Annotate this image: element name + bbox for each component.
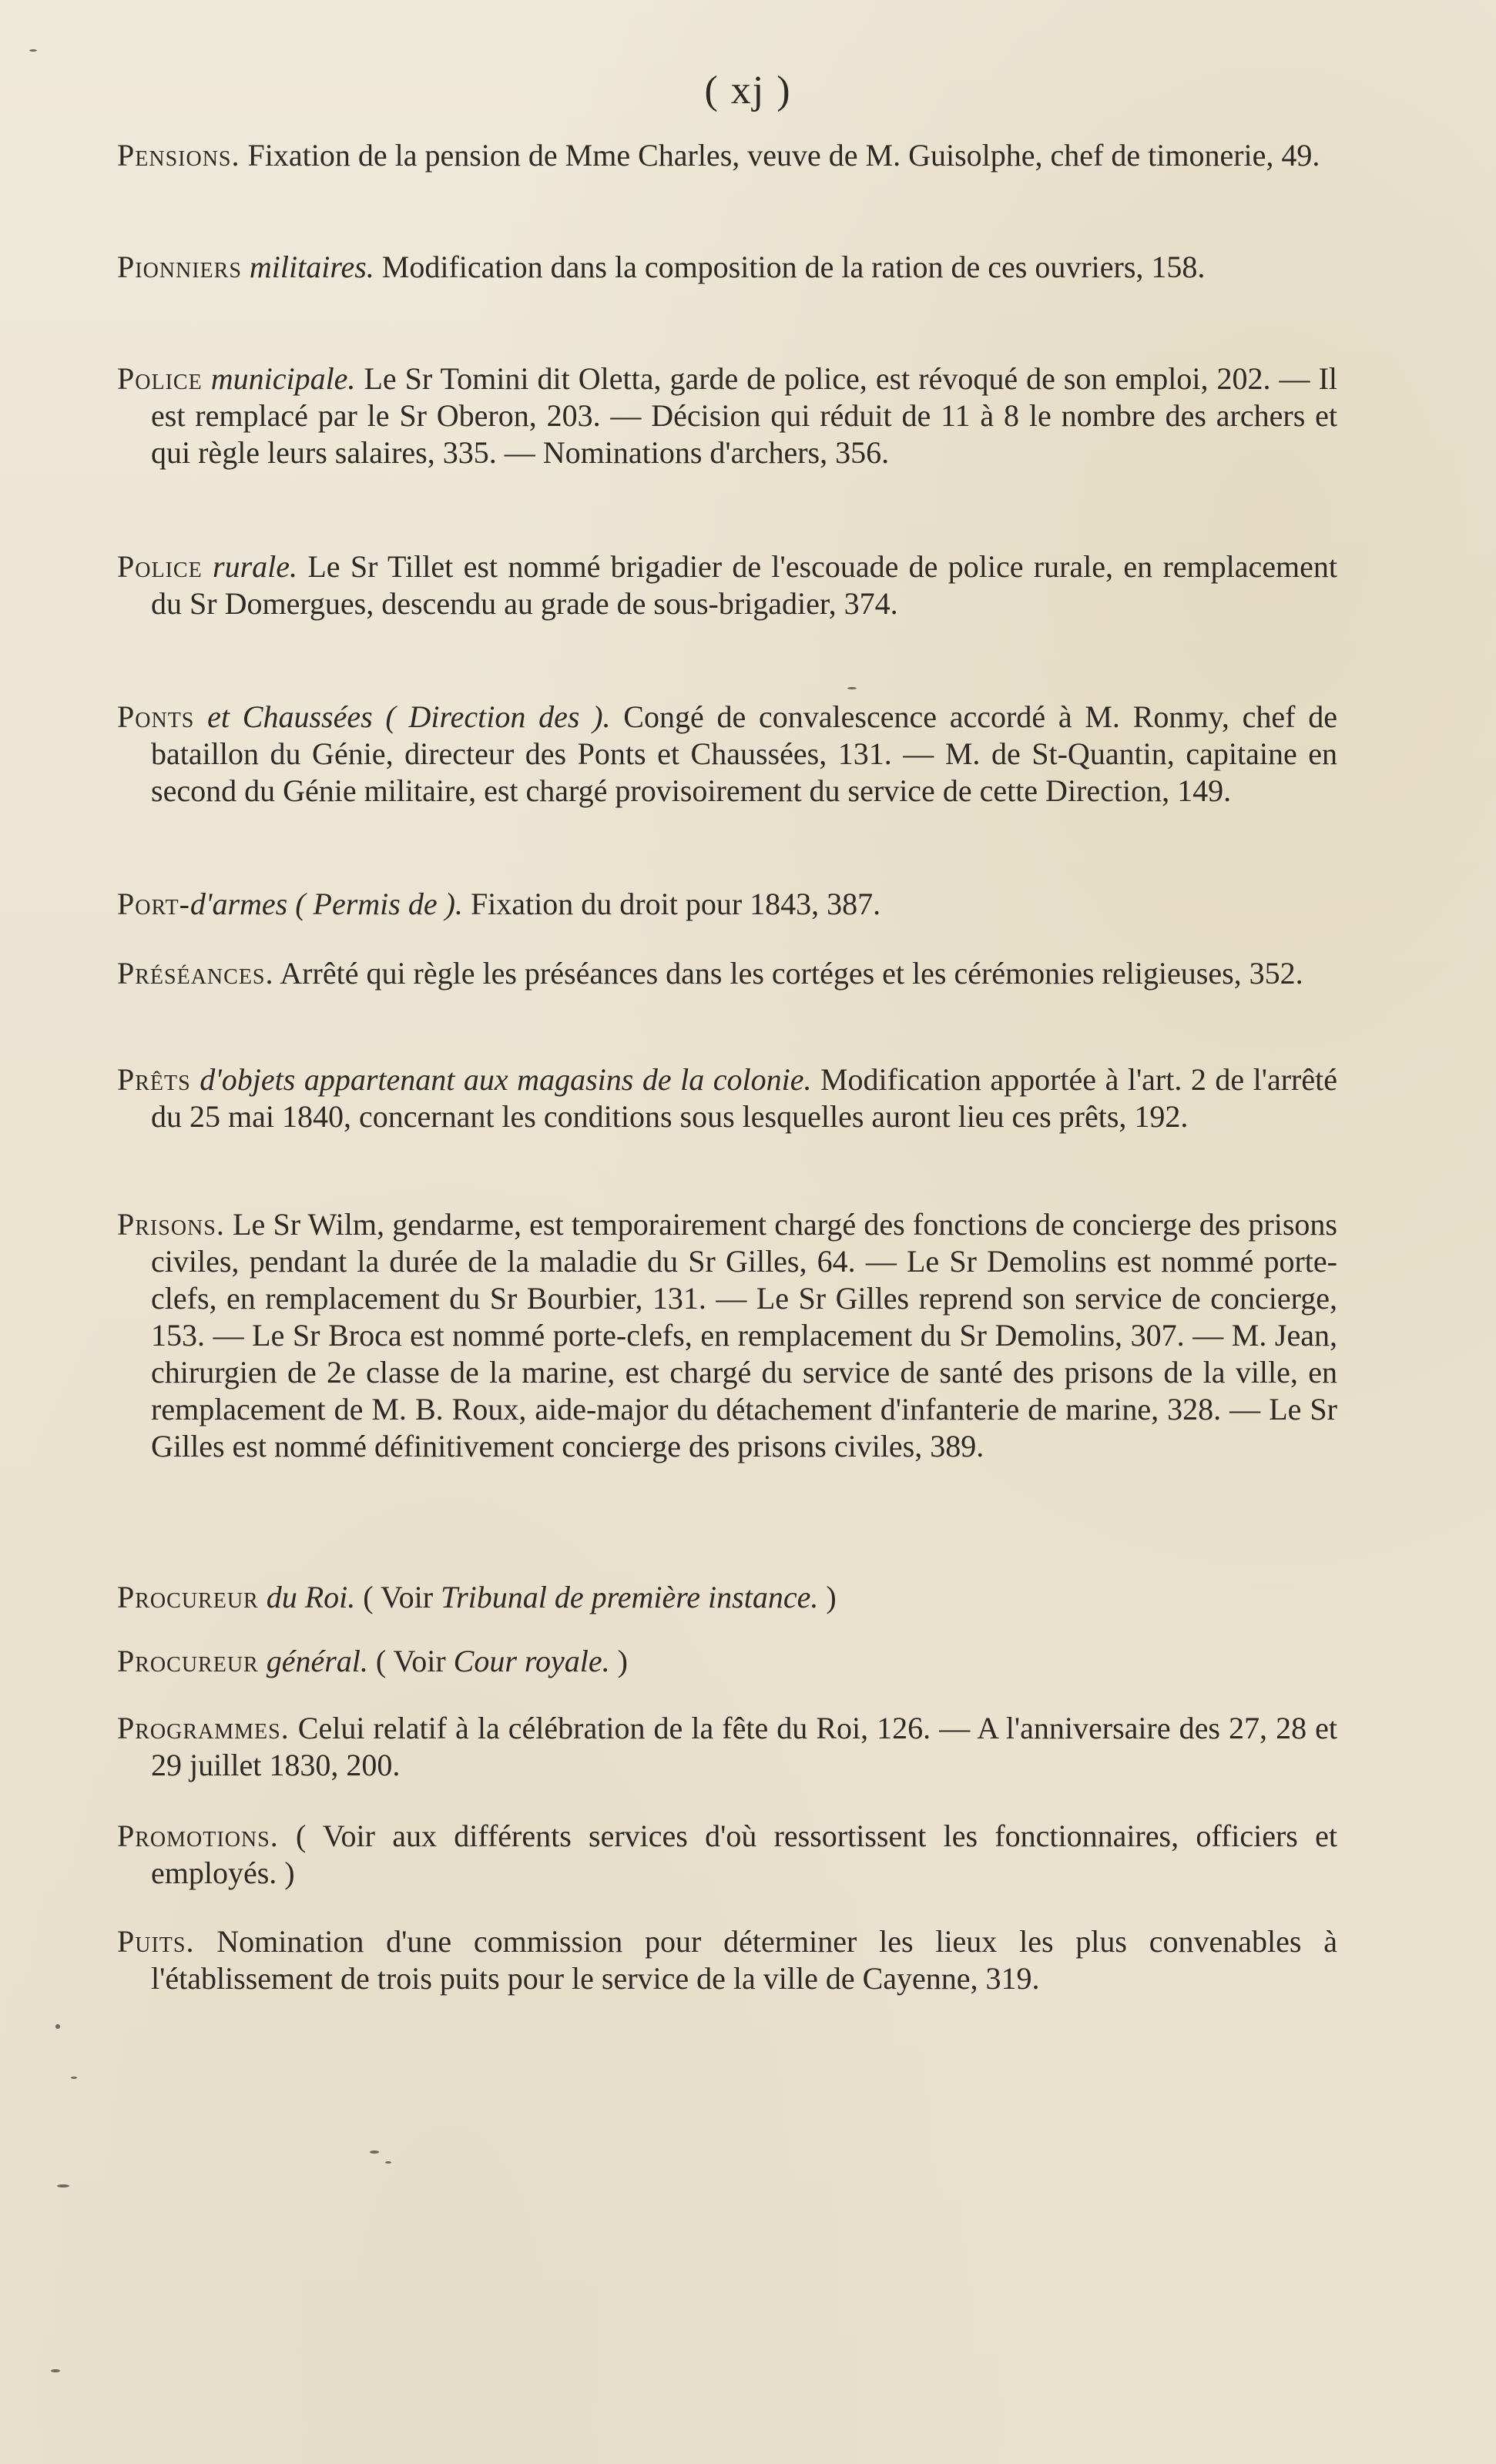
entry-text: Le Sr Tomini dit Oletta, garde de police, est révoqué de son emploi, 202. — Il est remplacé par le Sr Oberon, 203. — Décision qui réduit de 11 à 8 le nombre des archers et qui règle leurs salaires, 335. — Nominations d'archers, 356. [151, 361, 1337, 470]
entry-head: Pensions. [117, 138, 240, 173]
entry-reference: Cour royale. [453, 1644, 610, 1678]
entry-head: Port- [117, 887, 190, 921]
paper-speck [51, 2369, 60, 2372]
entry-reference: Tribunal de première instance. [441, 1580, 819, 1614]
index-entry-pionniers [117, 249, 1337, 286]
entry-qualifier: d'objets appartenant aux magasins de la colonie. [190, 1062, 812, 1097]
paper-speck [57, 2184, 69, 2187]
entry-qualifier: et Chaussées ( Direction des ). [194, 699, 611, 734]
entry-text: Nomination d'une commission pour déterminer les lieux les plus convenables à l'établissement de trois puits pour le service de la ville de Cayenne, 319. [151, 1924, 1337, 1996]
entry-qualifier: d'armes ( Permis de ). [190, 887, 463, 921]
entry-text: Le Sr Wilm, gendarme, est temporairement chargé des fonctions de concierge des prisons civiles, pendant la durée de la maladie du Sr Gilles, 64. — Le Sr Demolins est nommé porte-clefs, en remplacement du Sr Bourbier, 131. — Le Sr Gilles reprend son service de concierge, 153. — Le Sr Broca est nommé porte-clefs, en remplacement du Sr Demolins, 307. — M. Jean, chirurgien de 2e classe de la marine, est chargé du service de santé des prisons de la ville, en remplacement de M. B. Roux, aide-major du détachement d'infanterie de marine, 328. — Le Sr Gilles est nommé définitivement concierge des prisons civiles, 389. [151, 1207, 1337, 1463]
entry-text: Modification dans la composition de la ration de ces ouvriers, 158. [374, 250, 1206, 284]
index-entry-police-municipale [117, 360, 1337, 471]
index-entry-puits [117, 1923, 1337, 1997]
entry-text-end: ) [609, 1644, 628, 1678]
index-entry-police-rurale [117, 548, 1337, 622]
index-entry-preseances [117, 955, 1337, 992]
entry-head: Puits. [117, 1924, 195, 1959]
entry-head: Procureur [117, 1580, 259, 1614]
index-entry-port-d-armes [117, 886, 1337, 923]
index-entry-prisons [117, 1206, 1337, 1465]
entry-text: Fixation du droit pour 1843, 387. [462, 887, 881, 921]
index-entry-pensions [117, 137, 1337, 174]
paper-speck [55, 2024, 60, 2029]
index-entry-programmes [117, 1710, 1337, 1784]
index-entry-ponts-chaussees [117, 699, 1337, 810]
entry-head: Police [117, 361, 203, 396]
entry-head: Préséances. [117, 956, 274, 991]
page-number: ( xj ) [704, 69, 792, 112]
paper-speck [370, 2151, 379, 2154]
entry-head: Prisons. [117, 1207, 225, 1242]
paper-speck [847, 687, 857, 689]
entry-head: Police [117, 549, 203, 584]
index-entry-promotions [117, 1818, 1337, 1892]
entry-text: Arrêté qui règle les préséances dans les cortéges et les cérémonies religieuses, 352. [273, 956, 1303, 991]
entry-head: Procureur [117, 1644, 259, 1678]
entry-text: ( Voir [355, 1580, 441, 1614]
entry-qualifier: rurale. [202, 549, 298, 584]
index-entry-prets [117, 1061, 1337, 1135]
paper-speck [29, 49, 37, 52]
entry-text: Le Sr Tillet est nommé brigadier de l'escouade de police rurale, en remplacement du Sr Domergues, descendu au grade de sous-brigadier, 374. [151, 549, 1337, 621]
entry-head: Promotions. [117, 1819, 279, 1853]
entry-head: Pionniers [117, 250, 242, 284]
paper-speck [71, 2077, 77, 2079]
entry-text: Fixation de la pension de Mme Charles, veuve de M. Guisolphe, chef de timonerie, 49. [240, 138, 1320, 173]
entry-qualifier: municipale. [202, 361, 356, 396]
entry-text: ( Voir aux différents services d'où ressortissent les fonctionnaires, officiers et employés. ) [151, 1819, 1337, 1890]
entry-text: Celui relatif à la célébration de la fête du Roi, 126. — A l'anniversaire des 27, 28 et 29 juillet 1830, 200. [151, 1711, 1337, 1782]
entry-text: Congé de convalescence accordé à M. Ronmy, chef de bataillon du Génie, directeur des Ponts et Chaussées, 131. — M. de St-Quantin, capitaine en second du Génie militaire, est chargé provisoirement du service de cette Direction, 149. [151, 699, 1338, 808]
entry-text: ( Voir [367, 1644, 454, 1678]
entry-qualifier: militaires. [241, 250, 374, 284]
entry-text-end: ) [818, 1580, 837, 1614]
index-entry-procureur-du-roi [117, 1579, 1337, 1616]
index-entry-procureur-general [117, 1643, 1337, 1680]
entry-head: Programmes. [117, 1711, 290, 1745]
entry-qualifier: général. [258, 1644, 368, 1678]
entry-qualifier: du Roi. [258, 1580, 356, 1614]
entry-text: Modification apportée à l'art. 2 de l'arrêté du 25 mai 1840, concernant les conditions sous lesquelles auront lieu ces prêts, 192. [151, 1062, 1337, 1134]
entry-head: Ponts [117, 699, 195, 734]
paper-speck [385, 2161, 391, 2164]
entry-head: Prêts [117, 1062, 191, 1097]
